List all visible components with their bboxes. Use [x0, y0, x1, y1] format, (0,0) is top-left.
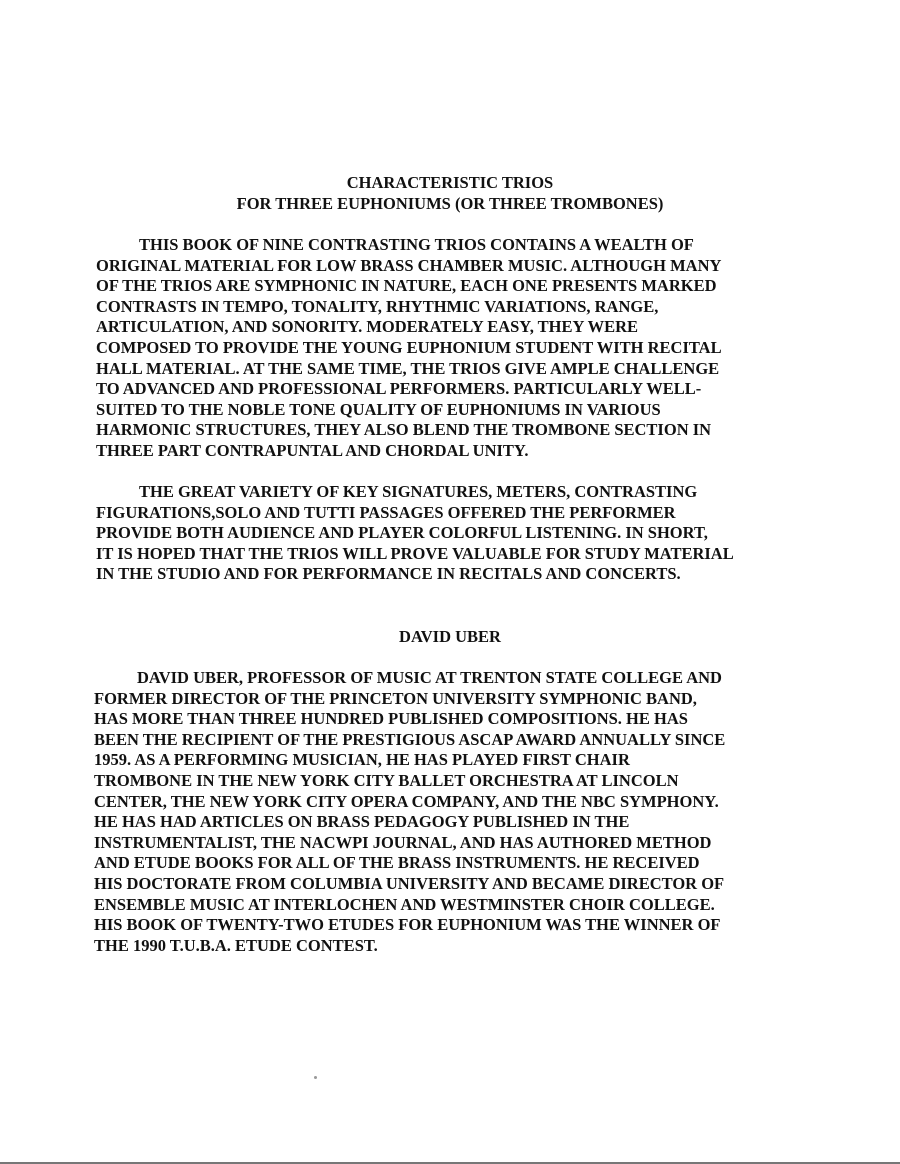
- paragraph-line: HE HAS HAD ARTICLES ON BRASS PEDAGOGY PUBLISHED IN THE: [94, 812, 630, 832]
- paragraph-line: SUITED TO THE NOBLE TONE QUALITY OF EUPHONIUMS IN VARIOUS: [96, 399, 661, 419]
- intro-paragraph-2: [96, 482, 734, 585]
- paragraph-line: HARMONIC STRUCTURES, THEY ALSO BLEND THE TROMBONE SECTION IN: [96, 420, 712, 440]
- paragraph-line: HIS DOCTORATE FROM COLUMBIA UNIVERSITY AND BECAME DIRECTOR OF: [94, 873, 725, 893]
- paragraph-line: BEEN THE RECIPIENT OF THE PRESTIGIOUS ASCAP AWARD ANNUALLY SINCE: [94, 729, 726, 749]
- paragraph-line: ENSEMBLE MUSIC AT INTERLOCHEN AND WESTMINSTER CHOIR COLLEGE.: [94, 894, 715, 914]
- scan-speck: [314, 1076, 317, 1079]
- paragraph-line: THE 1990 T.U.B.A. ETUDE CONTEST.: [94, 935, 378, 955]
- intro-paragraph-1: [96, 235, 722, 462]
- paragraph-line: ARTICULATION, AND SONORITY. MODERATELY EASY, THEY WERE: [96, 317, 639, 337]
- paragraph-line: TROMBONE IN THE NEW YORK CITY BALLET ORCHESTRA AT LINCOLN: [94, 770, 679, 790]
- paragraph-line: THIS BOOK OF NINE CONTRASTING TRIOS CONTAINS A WEALTH OF: [139, 235, 694, 254]
- paragraph-line: HIS BOOK OF TWENTY-TWO ETUDES FOR EUPHONIUM WAS THE WINNER OF: [94, 915, 721, 935]
- paragraph-line: ORIGINAL MATERIAL FOR LOW BRASS CHAMBER MUSIC. ALTHOUGH MANY: [96, 255, 722, 275]
- paragraph-line: INSTRUMENTALIST, THE NACWPI JOURNAL, AND HAS AUTHORED METHOD: [94, 832, 712, 852]
- paragraph-line: COMPOSED TO PROVIDE THE YOUNG EUPHONIUM STUDENT WITH RECITAL: [96, 337, 722, 357]
- title-line-2: FOR THREE EUPHONIUMS (OR THREE TROMBONES): [236, 194, 664, 213]
- title-line-1: CHARACTERISTIC TRIOS: [346, 173, 554, 192]
- paragraph-line: CONTRASTS IN TEMPO, TONALITY, RHYTHMIC VARIATIONS, RANGE,: [96, 296, 659, 316]
- paragraph-line: PROVIDE BOTH AUDIENCE AND PLAYER COLORFUL LISTENING. IN SHORT,: [96, 523, 708, 543]
- author-heading: DAVID UBER: [399, 627, 501, 646]
- paragraph-line: FORMER DIRECTOR OF THE PRINCETON UNIVERSITY SYMPHONIC BAND,: [94, 688, 697, 708]
- paragraph-line: IN THE STUDIO AND FOR PERFORMANCE IN RECITALS AND CONCERTS.: [96, 564, 681, 584]
- paragraph-line: THREE PART CONTRAPUNTAL AND CHORDAL UNITY.: [96, 440, 529, 460]
- paragraph-line: DAVID UBER, PROFESSOR OF MUSIC AT TRENTON STATE COLLEGE AND: [137, 668, 722, 687]
- document-title: [0, 172, 900, 214]
- paragraph-line: OF THE TRIOS ARE SYMPHONIC IN NATURE, EACH ONE PRESENTS MARKED: [96, 276, 717, 296]
- paragraph-line: 1959. AS A PERFORMING MUSICIAN, HE HAS PLAYED FIRST CHAIR: [94, 750, 630, 770]
- paragraph-line: IT IS HOPED THAT THE TRIOS WILL PROVE VALUABLE FOR STUDY MATERIAL: [96, 543, 734, 563]
- paragraph-line: TO ADVANCED AND PROFESSIONAL PERFORMERS. PARTICULARLY WELL-: [96, 379, 702, 399]
- paragraph-line: HALL MATERIAL. AT THE SAME TIME, THE TRIOS GIVE AMPLE CHALLENGE: [96, 358, 720, 378]
- paragraph-line: THE GREAT VARIETY OF KEY SIGNATURES, METERS, CONTRASTING: [139, 482, 698, 501]
- paragraph-line: HAS MORE THAN THREE HUNDRED PUBLISHED COMPOSITIONS. HE HAS: [94, 709, 688, 729]
- paragraph-line: CENTER, THE NEW YORK CITY OPERA COMPANY, AND THE NBC SYMPHONY.: [94, 791, 719, 811]
- author-bio-paragraph: [94, 668, 725, 956]
- paragraph-line: AND ETUDE BOOKS FOR ALL OF THE BRASS INSTRUMENTS. HE RECEIVED: [94, 853, 700, 873]
- paragraph-line: FIGURATIONS,SOLO AND TUTTI PASSAGES OFFERED THE PERFORMER: [96, 502, 676, 522]
